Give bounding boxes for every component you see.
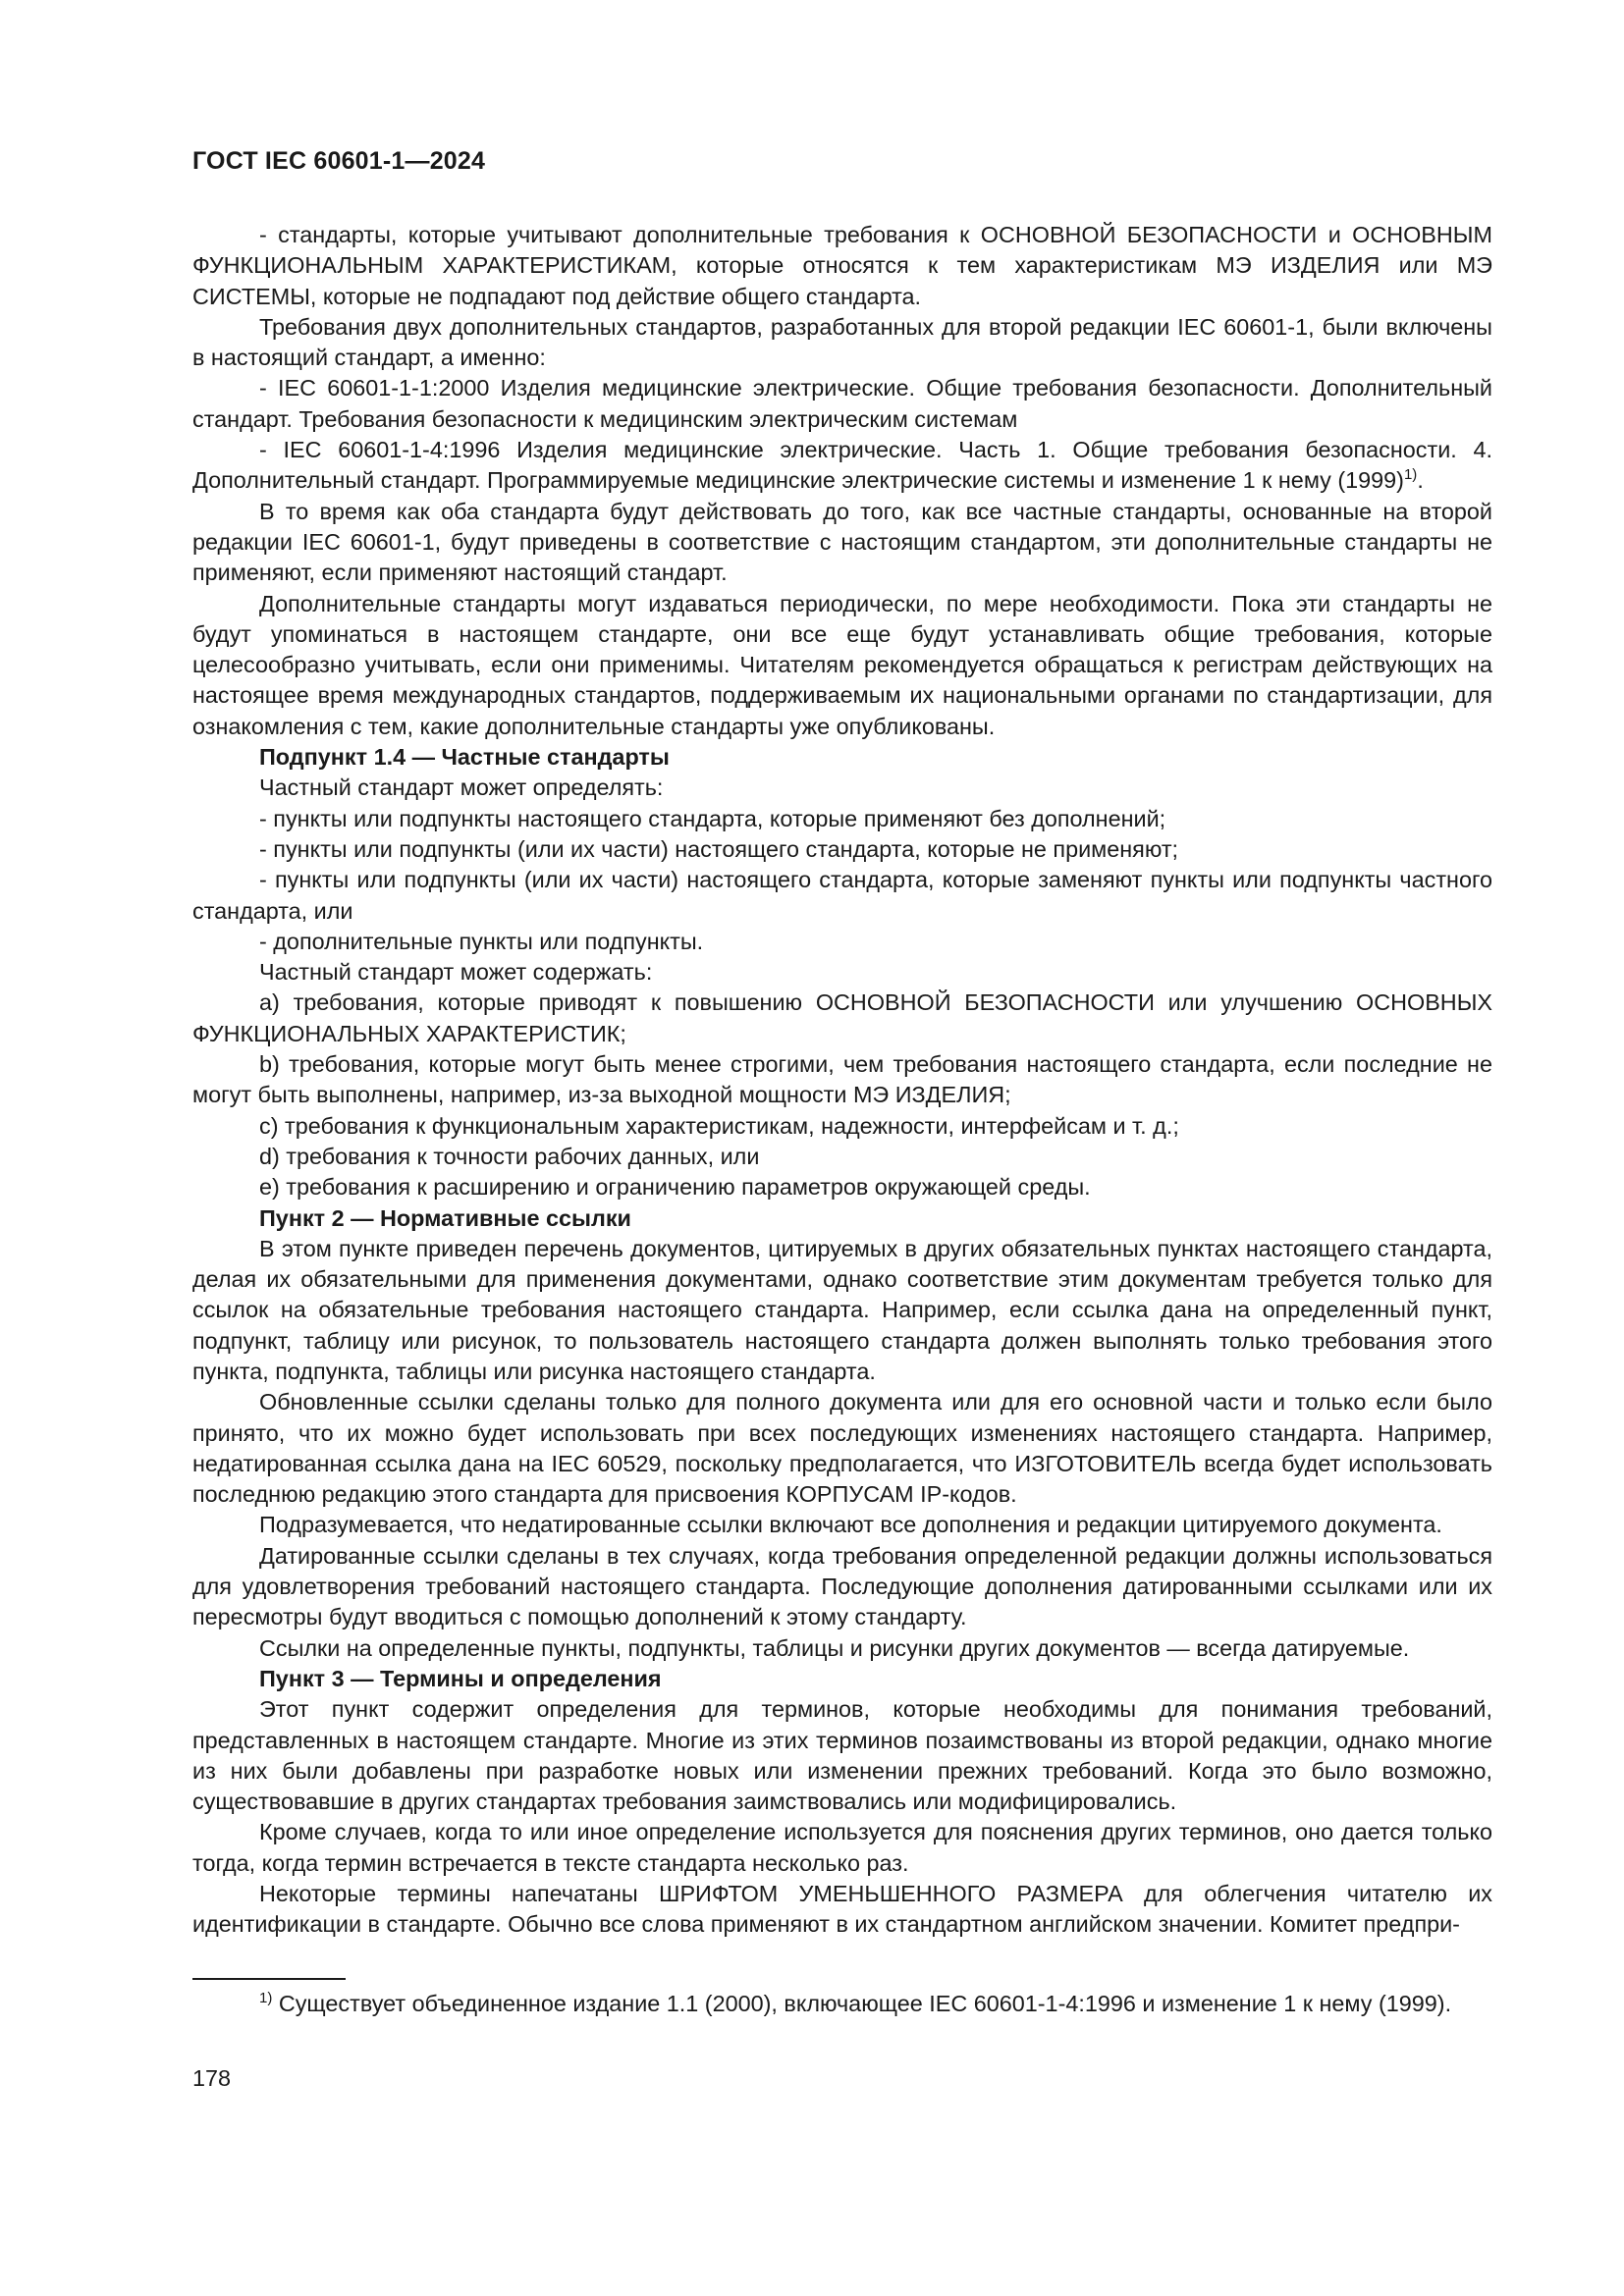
paragraph — [192, 1111, 1492, 1142]
paragraph-text: Подпункт 1.4 — Частные стандарты — [259, 744, 670, 771]
paragraph — [192, 220, 1492, 312]
paragraph-tail: . — [1417, 467, 1424, 494]
document-header: ГОСТ IEC 60601-1—2024 — [192, 147, 486, 175]
paragraph — [192, 773, 1492, 803]
document-body — [192, 220, 1492, 1941]
paragraph — [192, 1879, 1492, 1941]
paragraph-text: В этом пункте приведен перечень документов, цитируемых в других обязательных пунктах настоящего стандарта, делая их обязательными для применения документами, однако соответствие этим документам требуется только для ссылок на обязательные требования настоящего стандарта. Например, если ссылка дана на определенный пункт, подпункт, таблицу или рисунок, то пользователь настоящего стандарта должен выполнять только требования этого пункта, подпункта, таблицы или рисунка настоящего стандарта. — [192, 1235, 1492, 1384]
paragraph — [192, 865, 1492, 927]
paragraph-text: - IEC 60601-1-1:2000 Изделия медицинские электрические. Общие требования безопасности. Дополнительный стандарт. Требования безопасности к медицинским электрическим системам — [192, 375, 1492, 432]
paragraph-text: Пункт 3 — Термины и определения — [259, 1665, 662, 1691]
footnote-marker: 1) — [259, 1990, 273, 2007]
section-heading — [192, 742, 1492, 773]
paragraph — [192, 589, 1492, 742]
paragraph-text: - пункты или подпункты (или их части) настоящего стандарта, которые не применяют; — [259, 835, 1179, 862]
paragraph — [192, 1633, 1492, 1664]
paragraph-text: В то время как оба стандарта будут действовать до того, как все частные стандарты, основанные на второй редакции IEC 60601-1, будут приведены в соответствие с настоящим стандартом, эти дополнительные стандарты не применяют, если применяют настоящий стандарт. — [192, 498, 1492, 586]
paragraph — [192, 1817, 1492, 1879]
paragraph — [192, 1541, 1492, 1633]
paragraph-text: - пункты или подпункты (или их части) настоящего стандарта, которые заменяют пункты или подпункты частного стандарта, или — [192, 867, 1492, 924]
paragraph-text: Ссылки на определенные пункты, подпункты, таблицы и рисунки других документов — всегда датируемые. — [259, 1634, 1410, 1661]
paragraph-text: - пункты или подпункты настоящего стандарта, которые применяют без дополнений; — [259, 805, 1166, 831]
paragraph — [192, 373, 1492, 435]
paragraph-text: a) требования, которые приводят к повышению ОСНОВНОЙ БЕЗОПАСНОСТИ или улучшению ОСНОВНЫХ ФУНКЦИОНАЛЬНЫХ ХАРАКТЕРИСТИК; — [192, 989, 1492, 1046]
paragraph — [192, 1142, 1492, 1172]
footnote — [192, 1989, 1492, 2019]
paragraph — [192, 1172, 1492, 1202]
paragraph-text: Пункт 2 — Нормативные ссылки — [259, 1204, 631, 1231]
section-heading — [192, 1203, 1492, 1234]
paragraph — [192, 834, 1492, 865]
page-number: 178 — [192, 2065, 232, 2091]
section-heading — [192, 1664, 1492, 1694]
paragraph — [192, 927, 1492, 957]
paragraph-text: - стандарты, которые учитывают дополнительные требования к ОСНОВНОЙ БЕЗОПАСНОСТИ и ОСНОВНЫМ ФУНКЦИОНАЛЬНЫМ ХАРАКТЕРИСТИКАМ, которые относятся к тем характеристикам МЭ ИЗДЕЛИЯ или МЭ СИСТЕМЫ, которые не подпадают под действие общего стандарта. — [192, 222, 1492, 309]
paragraph-text: Некоторые термины напечатаны ШРИФТОМ УМЕНЬШЕННОГО РАЗМЕРА для облегчения читателю их идентификации в стандарте. Обычно все слова применяют в их стандартном английском значении. Комитет предпри- — [192, 1881, 1492, 1938]
paragraph-text: - IEC 60601-1-4:1996 Изделия медицинские электрические. Часть 1. Общие требования безопасности. 4. Дополнительный стандарт. Программируемые медицинские электрические системы и изменение 1 к нему (1999) — [192, 437, 1492, 494]
paragraph — [192, 312, 1492, 374]
paragraph-text: b) требования, которые могут быть менее строгими, чем требования настоящего стандарта, если последние не могут быть выполнены, например, из-за выходной мощности МЭ ИЗДЕЛИЯ; — [192, 1051, 1492, 1108]
paragraph — [192, 497, 1492, 589]
paragraph-text: Датированные ссылки сделаны в тех случаях, когда требования определенной редакции должны использоваться для удовлетворения требований настоящего стандарта. Последующие дополнения датированными ссылками или их пересмотры будут вводиться с помощью дополнений к этому стандарту. — [192, 1542, 1492, 1630]
paragraph — [192, 1510, 1492, 1540]
paragraph — [192, 1694, 1492, 1817]
paragraph — [192, 1234, 1492, 1387]
paragraph — [192, 1049, 1492, 1111]
paragraph-text: c) требования к функциональным характеристикам, надежности, интерфейсам и т. д.; — [259, 1112, 1179, 1139]
paragraph-text: Частный стандарт может содержать: — [259, 959, 653, 986]
paragraph-text: Кроме случаев, когда то или иное определение используется для пояснения других терминов, оно дается только тогда, когда термин встречается в тексте стандарта несколько раз. — [192, 1819, 1492, 1876]
paragraph-text: Дополнительные стандарты могут издаваться периодически, по мере необходимости. Пока эти стандарты не будут упоминаться в настоящем стандарте, они все еще будут устанавливать общие требования, которые целесообразно учитывать, если они применимы. Читателям рекомендуется обращаться к регистрам действующих на настоящее время международных стандартов, поддерживаемым их национальными органами по стандартизации, для ознакомления с тем, какие дополнительные стандарты уже опубликованы. — [192, 590, 1492, 739]
paragraph — [192, 804, 1492, 834]
paragraph-text: d) требования к точности рабочих данных, или — [259, 1143, 760, 1169]
paragraph — [192, 1387, 1492, 1510]
paragraph — [192, 435, 1492, 497]
paragraph-text: Требования двух дополнительных стандартов, разработанных для второй редакции IEC 60601-1, были включены в настоящий стандарт, а именно: — [192, 313, 1492, 371]
footnote-reference: 1) — [1403, 466, 1418, 484]
footnote-text: Существует объединенное издание 1.1 (2000), включающее IEC 60601-1-4:1996 и изменение 1 к нему (1999). — [272, 1991, 1452, 2016]
paragraph-text: Частный стандарт может определять: — [259, 774, 664, 801]
paragraph — [192, 988, 1492, 1049]
paragraph-text: e) требования к расширению и ограничению параметров окружающей среды. — [259, 1174, 1091, 1201]
paragraph-text: Обновленные ссылки сделаны только для полного документа или для его основной части и только если было принято, что их можно будет использовать при всех последующих изменениях настоящего стандарта. Например, недатированная ссылка дана на IEC 60529, поскольку предполагается, что ИЗГОТОВИТЕЛЬ всегда будет использовать последнюю редакцию этого стандарта для присвоения КОРПУСАМ IP-кодов. — [192, 1389, 1492, 1508]
footnote-separator — [192, 1978, 346, 1980]
paragraph — [192, 957, 1492, 988]
paragraph-text: Подразумевается, что недатированные ссылки включают все дополнения и редакции цитируемого документа. — [259, 1512, 1442, 1538]
paragraph-text: - дополнительные пункты или подпункты. — [259, 928, 704, 954]
paragraph-text: Этот пункт содержит определения для терминов, которые необходимы для понимания требований, представленных в настоящем стандарте. Многие из этих терминов позаимствованы из второй редакции, однако многие из них были добавлены при разработке новых или изменении прежних требований. Когда это было возможно, существовавшие в других стандартах требования заимствовались или модифицировались. — [192, 1696, 1492, 1815]
